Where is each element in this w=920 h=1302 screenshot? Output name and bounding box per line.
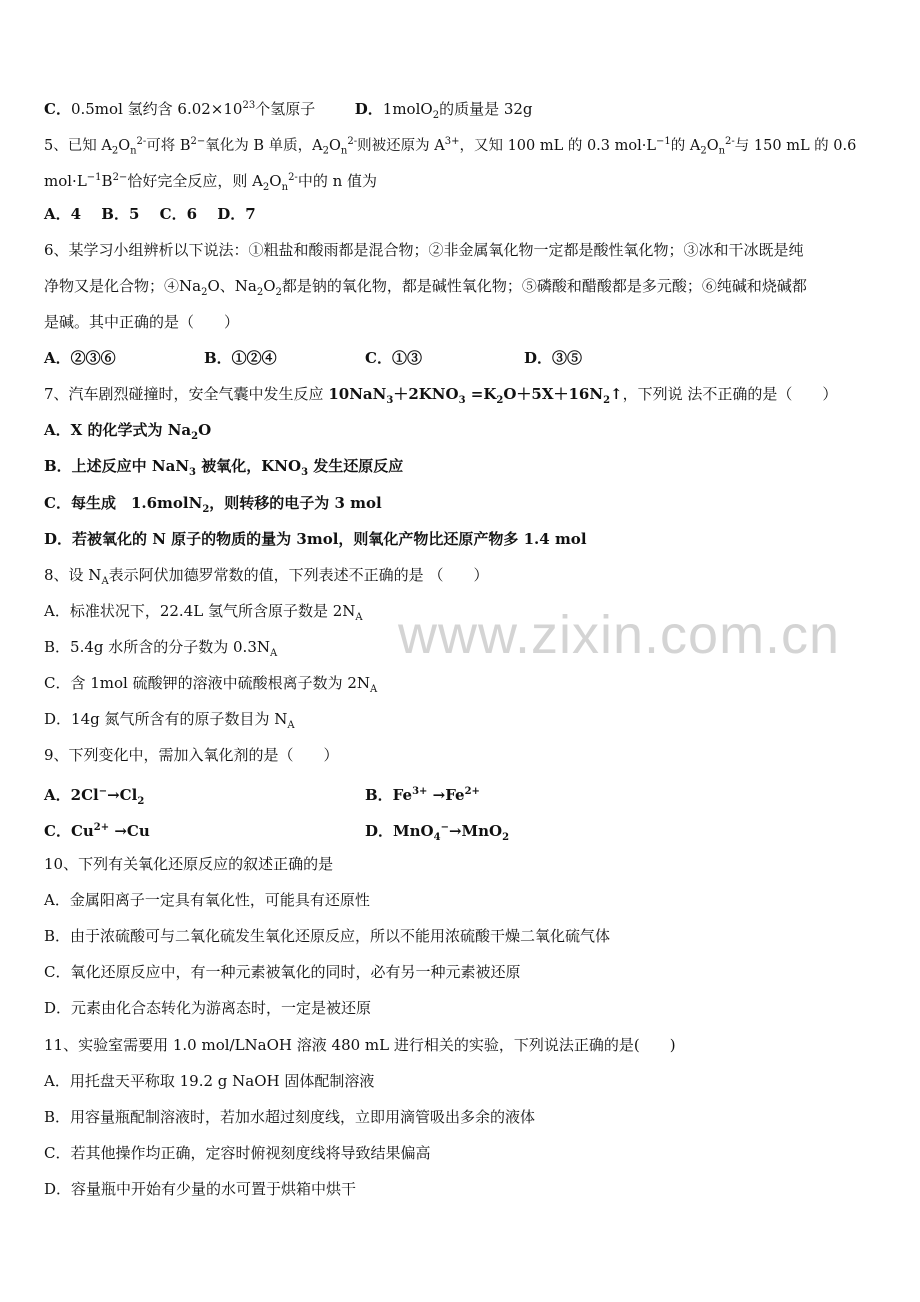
q4-option-c-text: 0.5mol 氢约含 $6.02\times 10^{23}$个氢原子 [70,100,316,118]
q4-option-d-text: 1molO$_2$的质量是 32g [382,100,533,121]
q4-option-d-label: D． [354,100,383,118]
q9-option-a: A．$2Cl^-\to Cl_2$ [44,786,145,807]
q6-option-d: D．③⑤ [524,349,583,367]
q6-stem-line3: 是碱。其中正确的是（ ） [44,313,240,331]
q6-option-b: B．①②④ [204,349,277,367]
q7-option-d: D．若被氧化的 N 原子的物质的量为 3mol，则氧化产物比还原产物多 1.4 mol [44,530,587,548]
q8-option-a: A．标准状况下，22.4L 氢气所含原子数是 $2N_A$ [44,602,363,623]
q7-option-c: C．每生成 1.6molN$_2$，则转移的电子为 3 mol [44,494,382,515]
q7-option-b: B．上述反应中 NaN$_3$ 被氧化，$KNO_3$ 发生还原反应 [44,457,404,478]
watermark-text: www.zixin.com.cn [398,605,841,665]
q8-option-b: B．5.4g 水所含的分子数为 $0.3N_A$ [44,638,278,659]
q9-option-b: B．$Fe^{3+} \to Fe^{2+}$ [365,786,480,804]
q7-stem: 7、汽车剧烈碰撞时，安全气囊中发生反应 $10NaN_3+2KNO_3$ $=K_2O+5X+16N_2↑$，下列说 法不正确的是（ ） [44,385,838,406]
q11-option-c: C．若其他操作均正确，定容时俯视刻度线将导致结果偏高 [44,1144,431,1162]
q11-option-b: B．用容量瓶配制溶液时，若加水超过刻度线，立即用滴管吸出多余的液体 [44,1108,536,1126]
q6-option-a: A．②③⑥ [44,349,116,367]
q7-option-a: A．X 的化学式为 $Na_2O$ [44,421,212,442]
q8-option-c: C．含 1mol 硫酸钾的溶液中硫酸根离子数为 $2N_A$ [44,674,378,695]
q4-options-line [44,95,880,127]
q6-stem-line1: 6、某学习小组辨析以下说法：①粗盐和酸雨都是混合物；②非金属氧化物一定都是酸性氧化物；③冰和干冰既是纯 [44,241,804,259]
q10-option-d: D．元素由化合态转化为游离态时，一定是被还原 [44,999,372,1017]
q9-option-c: C．$Cu^{2+} \to Cu$ [44,822,150,840]
q11-option-d: D．容量瓶中开始有少量的水可置于烘箱中烘干 [44,1180,357,1198]
q10-option-b: B．由于浓硫酸可与二氧化硫发生氧化还原反应，所以不能用浓硫酸干燥二氧化硫气体 [44,927,611,945]
q6-stem-line2: 净物又是化合物；$④Na_2O$、$Na_2O_2$都是钠的氧化物，都是碱性氧化物；⑤磷酸和醋酸都是多元酸；⑥纯碱和烧碱都 [44,277,807,298]
q9-option-d: D．MnO$_4$−→MnO$_2$ [365,822,510,843]
q9-stem: 9、下列变化中，需加入氧化剂的是（ ） [44,746,339,764]
q5-options: A．4 B．5 C．6 D．7 [44,205,256,223]
q5-stem-line2: $mol\cdot L^{-1}B^{2-}$恰好完全反应，则 $A_2O_n^{2-}$中的 n 值为 [44,172,378,193]
q11-option-a: A．用托盘天平称取 19.2 g NaOH 固体配制溶液 [44,1072,375,1090]
q8-option-d: D．14g 氮气所含有的原子数目为 $N_A$ [44,710,295,731]
q10-stem: 10、下列有关氧化还原反应的叙述正确的是 [44,855,334,873]
q5-stem-line1: 5、已知 $A_2O_n^{2-}$可将 $B^{2-}$氧化为 B 单质，$A_2O_n^{2-}$则被还原为 $A^{3+}$，又知 100 mL 的 0.3 $mol\cdot L^{-1}$的 $A_2O_n^{2-}$与 150 mL 的 0.6 [44,136,857,157]
q4-option-c-label: C． [44,100,71,118]
q6-option-c: C．①③ [365,349,422,367]
q11-stem: 11、实验室需要用 1.0 mol/LNaOH 溶液 480 mL 进行相关的实验，下列说法正确的是( ) [44,1036,676,1054]
q8-stem: 8、设 $N_A$表示阿伏加德罗常数的值，下列表述不正确的是 （ ） [44,566,489,587]
q10-option-c: C．氧化还原反应中，有一种元素被氧化的同时，必有另一种元素被还原 [44,963,521,981]
q10-option-a: A．金属阳离子一定具有氧化性，可能具有还原性 [44,891,370,909]
